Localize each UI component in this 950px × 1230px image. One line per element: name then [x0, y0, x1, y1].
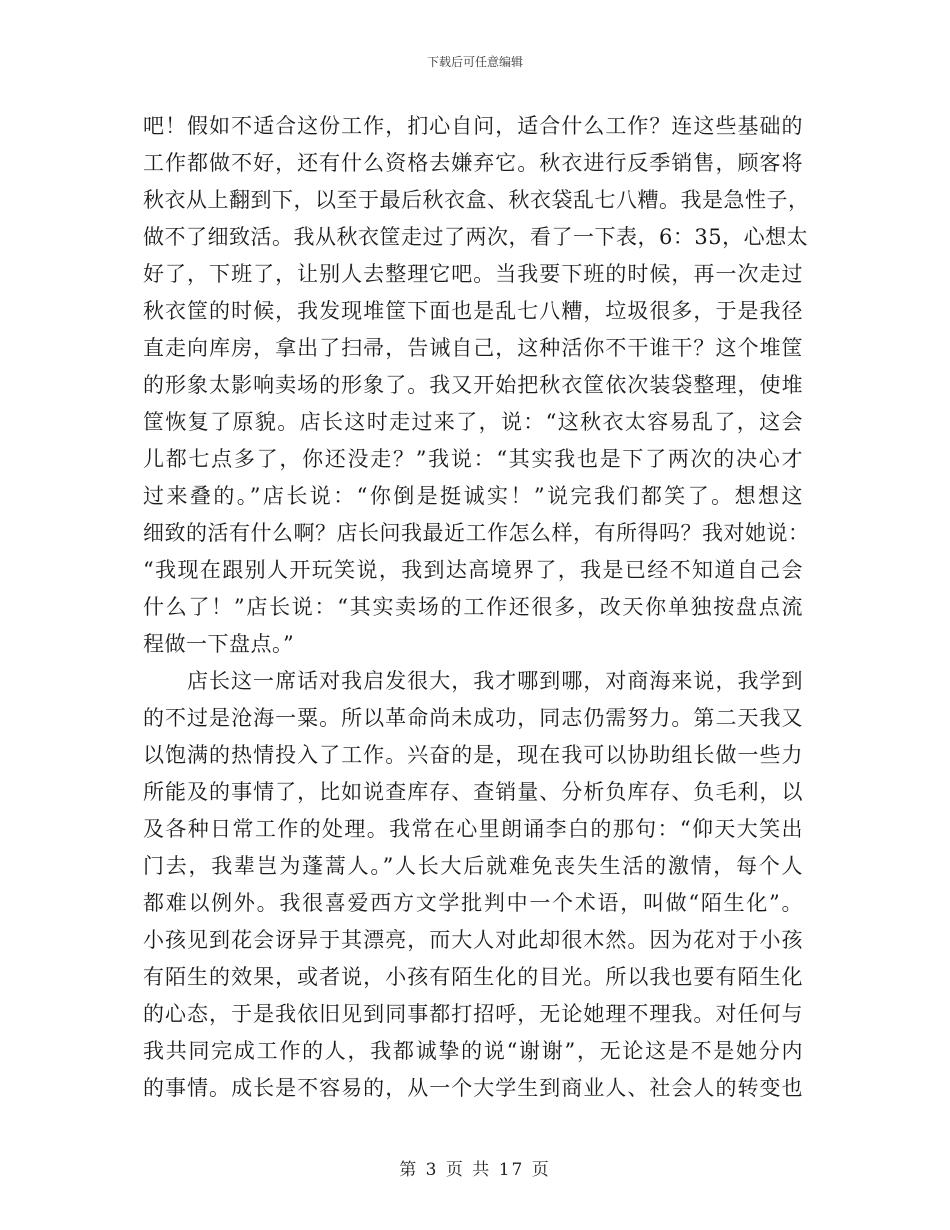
text-line: 小孩见到花会讶异于其漂亮，而大人对此却很木然。因为花对于小孩: [143, 928, 803, 952]
text-line: 以饱满的热情投入了工作。兴奋的是，现在我可以协助组长做一些力: [143, 743, 803, 767]
text-line: 我共同完成工作的人，我都诚挚的说“谢谢”，无论这是不是她分内: [143, 1039, 803, 1063]
page-footer: 第 3 页 共 17 页: [399, 1160, 551, 1180]
text-line: 都难以例外。我很喜爱西方文学批判中一个术语，叫做“陌生化”。: [143, 891, 803, 915]
text-line: 秋衣从上翻到下，以至于最后秋衣盒、秋衣袋乱七八糟。我是急性子，: [143, 188, 810, 212]
text-line: 做不了细致活。我从秋衣筐走过了两次，看了一下表，6：35，心想太: [143, 225, 809, 249]
text-line: 细致的活有什么啊？店长问我最近工作怎么样，有所得吗？我对她说：: [143, 521, 810, 545]
text-line: 的事情。成长是不容易的，从一个大学生到商业人、社会人的转变也: [143, 1076, 803, 1100]
text-line: 店长这一席话对我启发很大，我才哪到哪，对商海来说，我学到: [187, 669, 803, 693]
document-body: [143, 108, 810, 1107]
text-line: 及各种日常工作的处理。我常在心里朗诵李白的那句：“仰天大笑出: [143, 817, 803, 841]
text-line: 过来叠的。”店长说：“你倒是挺诚实！”说完我们都笑了。想想这: [143, 484, 803, 508]
paragraph: [143, 108, 810, 663]
text-line: 程做一下盘点。”: [143, 632, 295, 656]
text-line: 好了，下班了，让别人去整理它吧。当我要下班的时候，再一次走过: [143, 262, 803, 286]
text-line: 筐恢复了原貌。店长这时走过来了，说：“这秋衣太容易乱了，这会: [143, 410, 803, 434]
text-line: “我现在跟别人开玩笑说，我到达高境界了，我是已经不知道自己会: [143, 558, 803, 582]
text-line: 直走向库房，拿出了扫帚，告诫自己，这种活你不干谁干？这个堆筐: [143, 336, 803, 360]
text-line: 的心态，于是我依旧见到同事都打招呼，无论她理不理我。对任何与: [143, 1002, 803, 1026]
text-line: 门去，我辈岂为蓬蒿人。”人长大后就难免丧失生活的激情，每个人: [143, 854, 803, 878]
text-line: 的形象太影响卖场的形象了。我又开始把秋衣筐依次装袋整理，使堆: [143, 373, 803, 397]
text-line: 工作都做不好，还有什么资格去嫌弃它。秋衣进行反季销售，顾客将: [143, 151, 803, 175]
text-line: 什么了！”店长说：“其实卖场的工作还很多，改天你单独按盘点流: [143, 595, 803, 619]
text-line: 吧！假如不适合这份工作，扪心自问，适合什么工作？连这些基础的: [143, 114, 803, 138]
page-header: 下载后可任意编辑: [426, 55, 523, 69]
paragraph-container: [143, 108, 810, 1107]
paragraph: [143, 663, 803, 1107]
text-line: 秋衣筐的时候，我发现堆筐下面也是乱七八糟，垃圾很多，于是我径: [143, 299, 803, 323]
text-line: 有陌生的效果，或者说，小孩有陌生化的目光。所以我也要有陌生化: [143, 965, 803, 989]
text-line: 所能及的事情了，比如说查库存、查销量、分析负库存、负毛利，以: [143, 780, 803, 804]
text-line: 的不过是沧海一粟。所以革命尚未成功，同志仍需努力。第二天我又: [143, 706, 803, 730]
text-line: 儿都七点多了，你还没走？”我说：“其实我也是下了两次的决心才: [143, 447, 803, 471]
